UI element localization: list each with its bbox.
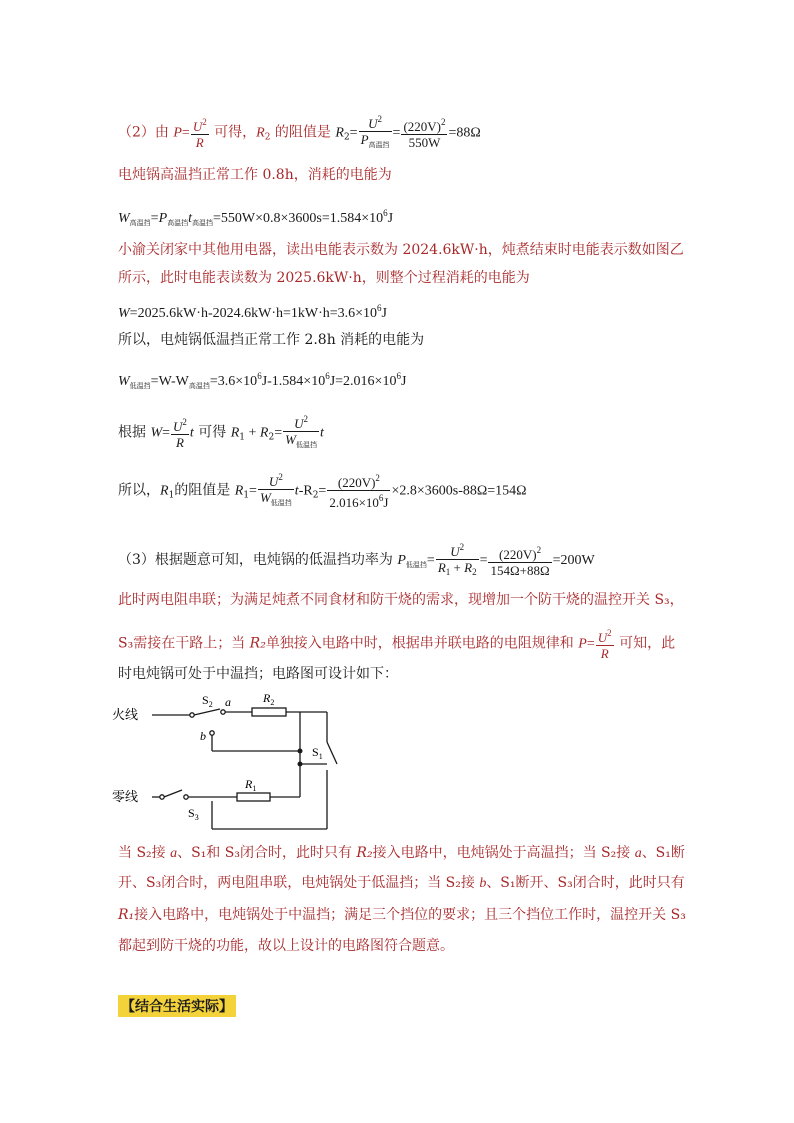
sub: 1: [168, 490, 175, 501]
sub: 1: [243, 490, 250, 501]
sup: 6: [378, 493, 384, 503]
var-w: W: [259, 490, 271, 505]
sub: 高温挡: [368, 141, 390, 149]
fraction-u2-r: [171, 415, 189, 450]
fraction-u2-r: [596, 626, 614, 661]
sup: 2: [182, 417, 187, 427]
resistor-r2-label: [262, 691, 274, 707]
text: 接入电路中，电炖锅处于高温挡；当 S₂接: [372, 845, 635, 861]
den: 2.016×10: [329, 495, 379, 510]
sub: 2: [268, 432, 275, 443]
sup: 2: [607, 628, 612, 638]
s3-sub: 3: [194, 813, 199, 822]
var-u: U: [192, 119, 203, 134]
eq: =: [249, 483, 257, 499]
sub: 2: [312, 490, 319, 501]
text-line: [118, 626, 675, 661]
text: 根据: [118, 424, 151, 441]
text: J-1.584×10: [261, 374, 326, 389]
sub: 低温挡: [405, 561, 427, 569]
var-r: R: [600, 646, 609, 661]
den: 154Ω+88Ω: [490, 562, 550, 578]
sup: 2: [278, 472, 283, 482]
var-r2: R₂: [356, 845, 373, 861]
r2-text: R: [263, 691, 271, 705]
fraction-u2-r1r2: [436, 540, 479, 580]
fraction-u2-phigh: [359, 112, 392, 153]
var-u: U: [294, 416, 304, 431]
r1-text: R: [245, 777, 253, 791]
r1-sub: 1: [252, 784, 257, 793]
s1-text: S: [312, 745, 319, 759]
switch-s2-label: [202, 693, 213, 709]
eq: =: [349, 125, 358, 141]
var-p: P: [578, 636, 587, 652]
text: =3.6×10: [209, 374, 258, 389]
var-r1: R: [160, 483, 169, 499]
fraction-u2-wlow: [258, 470, 294, 511]
r2-sub: 2: [270, 698, 275, 707]
eq: =: [274, 425, 283, 441]
switch-s1-label: [312, 745, 323, 761]
fraction-u2-r: [191, 115, 209, 150]
formula-line-wlow: [118, 366, 406, 396]
text: J=2.016×10: [329, 374, 397, 389]
var-r1: R: [230, 425, 240, 441]
sup: 2: [202, 117, 207, 127]
text-line: 所示，此时电能表读数为 2025.6kW·h，则整个过程消耗的电能为: [118, 270, 530, 286]
formula-line-whigh: [118, 203, 393, 233]
terminal-a-label: a: [225, 695, 231, 709]
s2-text: S: [202, 693, 209, 707]
sup: 6: [325, 371, 330, 381]
sup: 2: [440, 117, 446, 127]
eq: =: [181, 125, 190, 141]
var-u: U: [450, 544, 460, 559]
text-line: 时电炖锅可处于中温挡；电路图可设计如下：: [118, 666, 398, 682]
s3-text: S: [188, 806, 195, 820]
unit: J: [381, 306, 387, 321]
sub: 低温挡: [295, 441, 317, 449]
var-a: a: [170, 846, 178, 861]
num: (220V): [499, 546, 537, 562]
sup: 2: [536, 544, 542, 555]
sup: 6: [383, 208, 388, 218]
var-w: W: [150, 425, 163, 441]
text: 、S₁断开、S₃闭合时，此时只有: [486, 875, 685, 891]
text: 的阻值是: [174, 482, 235, 499]
formula-line-plow: [118, 540, 595, 580]
text-line: [118, 905, 686, 925]
text: =550W×0.8×3600s=1.584×10: [213, 211, 384, 226]
sup: 6: [377, 303, 382, 313]
var-r1: R₁: [118, 907, 135, 923]
var-t: t: [188, 211, 193, 226]
section-heading: 【结合生活实际】: [118, 995, 236, 1017]
var-u: U: [173, 419, 183, 434]
text-line: 小渝关闭家中其他用电器，读出电能表示数为 2024.6kW·h，炖煮结束时电能表示数如图乙: [118, 242, 684, 258]
fraction-220-2016: [327, 471, 390, 510]
switch-s3-label: [188, 806, 199, 822]
var-r2: R: [464, 560, 473, 575]
sup: 6: [396, 371, 401, 381]
sub: 低温挡: [129, 382, 151, 390]
result: ×2.8×3600s-88Ω=154Ω: [391, 483, 527, 499]
var-b: b: [479, 876, 487, 891]
text: （3）根据题意可知，电炖锅的低温挡功率为: [118, 552, 398, 568]
num: (220V): [337, 475, 376, 490]
var-u: U: [597, 630, 608, 645]
var-a: a: [634, 846, 642, 861]
sub: 2: [472, 567, 477, 577]
sub: 2: [343, 132, 350, 143]
eq: =: [479, 553, 488, 568]
var-r: R: [176, 435, 184, 450]
junction-node: [298, 749, 303, 754]
s1-sub: 1: [318, 752, 323, 761]
live-wire-label: 火线: [112, 708, 139, 723]
result: =88Ω: [448, 125, 481, 141]
sup: 6: [257, 371, 262, 381]
text: 开、S₃闭合时，两电阻串联，电炖锅处于低温挡；当 S₂接: [118, 875, 480, 891]
neutral-wire-label: 零线: [112, 790, 139, 805]
text: 可知，此: [614, 635, 676, 652]
text: 可得，: [209, 124, 257, 141]
eq: =: [150, 211, 159, 226]
sup: 2: [377, 114, 382, 124]
sup: 2: [459, 542, 465, 552]
sub: 2: [264, 132, 271, 143]
sub: 低温挡: [270, 499, 292, 507]
text: 可得: [193, 424, 231, 441]
text: S₃需接在干路上；当: [118, 635, 250, 652]
text: =2025.6kW·h-2024.6kW·h=1kW·h=3.6×10: [129, 306, 378, 321]
sub: 高温挡: [192, 219, 214, 227]
fraction-u2-wlow: [283, 412, 319, 453]
eq: =: [318, 483, 327, 499]
terminal-b-label: b: [200, 729, 206, 743]
sub: 高温挡: [129, 219, 151, 227]
result: =200W: [552, 553, 595, 568]
formula-line-r1r2: [118, 412, 324, 453]
text: 、S₁断: [641, 845, 685, 861]
var-r2: R: [335, 125, 344, 141]
text: 单独接入电路中时，根据串并联电路的电阻规律和: [265, 635, 579, 652]
text-line: 所以，电炖锅低温挡正常工作 2.8h 消耗的电能为: [118, 332, 425, 348]
text-line: 此时两电阻串联；为满足炖煮不同食材和防干烧的需求，现增加一个防干烧的温控开关 S₃，: [118, 592, 684, 608]
unit: J: [383, 495, 389, 510]
text-line: 电炖锅高温挡正常工作 0.8h，消耗的电能为: [118, 167, 392, 183]
var-t: t: [319, 425, 324, 441]
var-u: U: [268, 474, 279, 489]
text: 、S₁和 S₃闭合时，此时只有: [177, 845, 357, 861]
sup: 2: [303, 414, 308, 424]
eq: =: [392, 125, 401, 141]
unit: J: [387, 211, 394, 226]
text: 接入电路中，电炖锅处于中温挡；满足三个挡位的要求；且三个挡位工作时，温控开关 S₃: [134, 907, 686, 923]
fraction-220-550: [401, 115, 447, 150]
resistor-r1-label: [244, 777, 256, 793]
var-w: W: [118, 211, 130, 226]
var-w: W: [285, 432, 296, 447]
text-line: 都起到防干烧的功能，故以上设计的电路图符合题意。: [118, 938, 454, 954]
var-r2: R: [256, 125, 265, 141]
eq: =: [162, 425, 171, 441]
formula-line-w: [118, 298, 387, 324]
text: -R: [298, 483, 313, 499]
eq: =: [586, 636, 595, 652]
var-r1: R: [437, 560, 446, 575]
text: =W-W: [150, 374, 189, 389]
var-p: P: [173, 125, 182, 141]
var-t: t: [294, 483, 299, 499]
var-r2: R₂: [249, 635, 266, 652]
text-line: [118, 843, 685, 864]
num: (220V): [403, 119, 441, 134]
sub: 1: [445, 567, 451, 577]
text: （2）由: [118, 124, 174, 141]
text-line: [118, 873, 685, 894]
sup: 2: [375, 473, 380, 483]
var-p: P: [158, 211, 168, 226]
sub: 1: [239, 432, 246, 443]
s2-sub: 2: [208, 700, 213, 709]
formula-line-r1: [118, 470, 527, 511]
var-u: U: [368, 116, 378, 131]
unit: J: [400, 374, 407, 389]
var-p: P: [397, 553, 406, 568]
text: 当 S₂接: [118, 845, 171, 861]
sub: 高温挡: [188, 382, 210, 390]
text: 所以，: [118, 482, 160, 499]
sub: 高温挡: [167, 219, 189, 227]
var-t: t: [189, 425, 194, 441]
plus: +: [450, 560, 465, 575]
circuit-diagram: [112, 688, 362, 836]
var-w: W: [118, 374, 130, 389]
den: 550W: [408, 135, 441, 150]
var-p: P: [360, 132, 369, 147]
plus: +: [245, 425, 260, 441]
eq: =: [426, 553, 435, 568]
var-r2: R: [259, 425, 269, 441]
var-r: R: [195, 135, 204, 150]
fraction-220-242: [488, 543, 551, 578]
var-r1: R: [234, 483, 244, 499]
text: 的阻值是: [270, 124, 336, 141]
formula-line-r2: [118, 112, 481, 153]
var-w: W: [118, 306, 130, 321]
